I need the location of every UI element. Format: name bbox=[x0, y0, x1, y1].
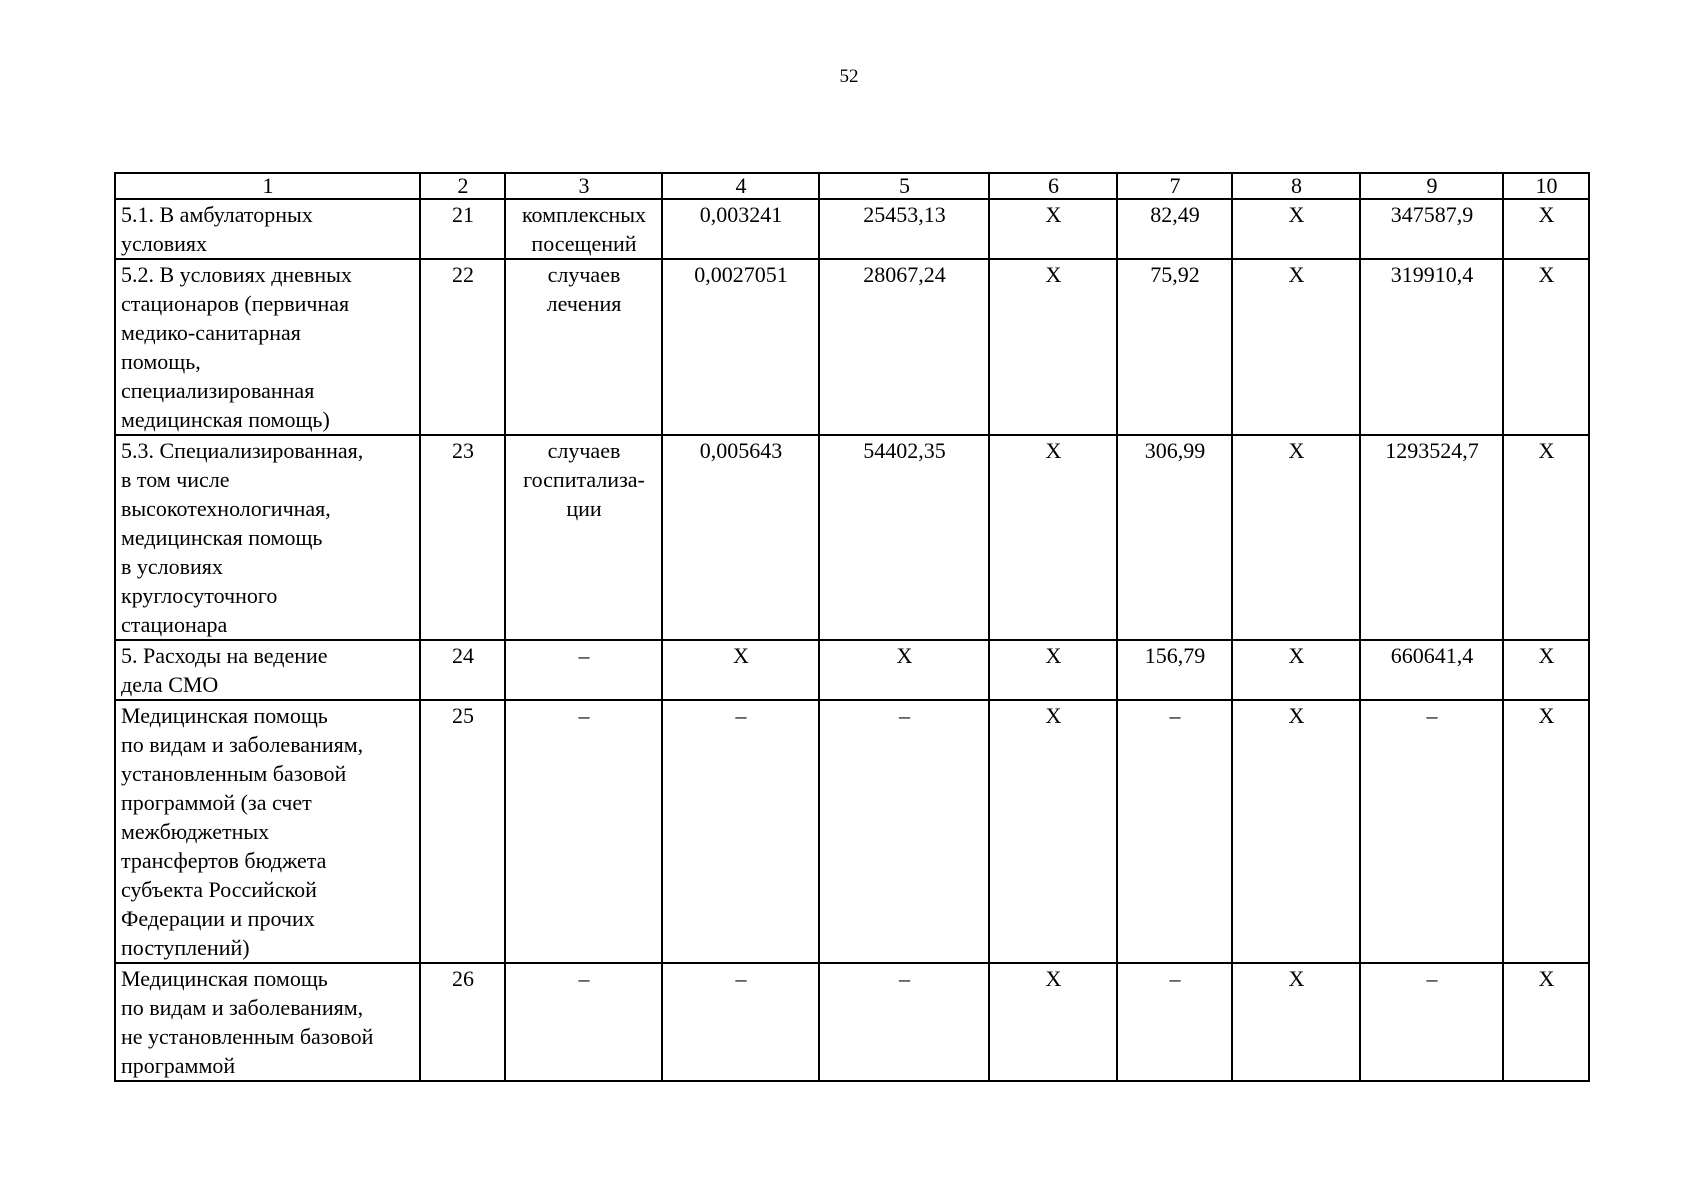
value-cell: – bbox=[1360, 700, 1503, 963]
value-cell: X bbox=[989, 963, 1117, 1081]
table-row bbox=[115, 640, 1589, 700]
column-header: 10 bbox=[1503, 173, 1589, 199]
table-row bbox=[115, 435, 1589, 640]
row-name-cell: Медицинская помощь по видам и заболеваниям, не установленным базовой программой bbox=[115, 963, 420, 1081]
value-cell: – bbox=[819, 963, 989, 1081]
value-cell: 28067,24 bbox=[819, 259, 989, 435]
value-cell: – bbox=[1360, 963, 1503, 1081]
line-number-cell: 21 bbox=[420, 199, 505, 259]
column-header: 3 bbox=[505, 173, 662, 199]
unit-cell: случаев госпитализа- ции bbox=[505, 435, 662, 640]
value-cell: X bbox=[1503, 700, 1589, 963]
value-cell: X bbox=[1503, 963, 1589, 1081]
column-header: 5 bbox=[819, 173, 989, 199]
value-cell: – bbox=[662, 963, 819, 1081]
unit-cell: – bbox=[505, 963, 662, 1081]
value-cell: 0,005643 bbox=[662, 435, 819, 640]
line-number-cell: 25 bbox=[420, 700, 505, 963]
line-number-cell: 23 bbox=[420, 435, 505, 640]
value-cell: 25453,13 bbox=[819, 199, 989, 259]
line-number-cell: 26 bbox=[420, 963, 505, 1081]
data-table bbox=[114, 172, 1590, 1082]
unit-cell: случаев лечения bbox=[505, 259, 662, 435]
line-number-cell: 24 bbox=[420, 640, 505, 700]
column-header: 9 bbox=[1360, 173, 1503, 199]
column-header: 8 bbox=[1232, 173, 1360, 199]
value-cell: 319910,4 bbox=[1360, 259, 1503, 435]
value-cell: 1293524,7 bbox=[1360, 435, 1503, 640]
column-header: 2 bbox=[420, 173, 505, 199]
value-cell: X bbox=[1232, 259, 1360, 435]
value-cell: X bbox=[1503, 199, 1589, 259]
value-cell: 82,49 bbox=[1117, 199, 1232, 259]
value-cell: 660641,4 bbox=[1360, 640, 1503, 700]
value-cell: 0,0027051 bbox=[662, 259, 819, 435]
line-number-cell: 22 bbox=[420, 259, 505, 435]
value-cell: X bbox=[1232, 963, 1360, 1081]
value-cell: 75,92 bbox=[1117, 259, 1232, 435]
value-cell: 347587,9 bbox=[1360, 199, 1503, 259]
column-header: 6 bbox=[989, 173, 1117, 199]
table-row bbox=[115, 259, 1589, 435]
value-cell: 156,79 bbox=[1117, 640, 1232, 700]
unit-cell: – bbox=[505, 640, 662, 700]
unit-cell: – bbox=[505, 700, 662, 963]
value-cell: X bbox=[819, 640, 989, 700]
value-cell: X bbox=[989, 640, 1117, 700]
table-row bbox=[115, 963, 1589, 1081]
value-cell: – bbox=[819, 700, 989, 963]
table-header-row bbox=[115, 173, 1589, 199]
row-name-cell: 5.2. В условиях дневных стационаров (первичная медико-санитарная помощь, специализированная медицинская помощь) bbox=[115, 259, 420, 435]
column-header: 7 bbox=[1117, 173, 1232, 199]
value-cell: 54402,35 bbox=[819, 435, 989, 640]
page-number: 52 bbox=[839, 66, 859, 87]
row-name-cell: Медицинская помощь по видам и заболеваниям, установленным базовой программой (за счет межбюджетных трансфертов бюджета субъекта Российской Федерации и прочих поступлений) bbox=[115, 700, 420, 963]
table-row bbox=[115, 199, 1589, 259]
value-cell: X bbox=[1503, 259, 1589, 435]
value-cell: X bbox=[662, 640, 819, 700]
value-cell: X bbox=[1232, 199, 1360, 259]
value-cell: X bbox=[1232, 700, 1360, 963]
table-row bbox=[115, 700, 1589, 963]
value-cell: X bbox=[1232, 435, 1360, 640]
value-cell: – bbox=[1117, 963, 1232, 1081]
value-cell: – bbox=[1117, 700, 1232, 963]
value-cell: 306,99 bbox=[1117, 435, 1232, 640]
row-name-cell: 5.1. В амбулаторных условиях bbox=[115, 199, 420, 259]
value-cell: X bbox=[1503, 640, 1589, 700]
value-cell: 0,003241 bbox=[662, 199, 819, 259]
row-name-cell: 5. Расходы на ведение дела СМО bbox=[115, 640, 420, 700]
column-header: 1 bbox=[115, 173, 420, 199]
value-cell: X bbox=[1232, 640, 1360, 700]
value-cell: X bbox=[1503, 435, 1589, 640]
value-cell: X bbox=[989, 259, 1117, 435]
row-name-cell: 5.3. Специализированная, в том числе высокотехнологичная, медицинская помощь в условиях круглосуточного стационара bbox=[115, 435, 420, 640]
value-cell: X bbox=[989, 199, 1117, 259]
column-header: 4 bbox=[662, 173, 819, 199]
value-cell: – bbox=[662, 700, 819, 963]
value-cell: X bbox=[989, 435, 1117, 640]
value-cell: X bbox=[989, 700, 1117, 963]
unit-cell: комплексных посещений bbox=[505, 199, 662, 259]
